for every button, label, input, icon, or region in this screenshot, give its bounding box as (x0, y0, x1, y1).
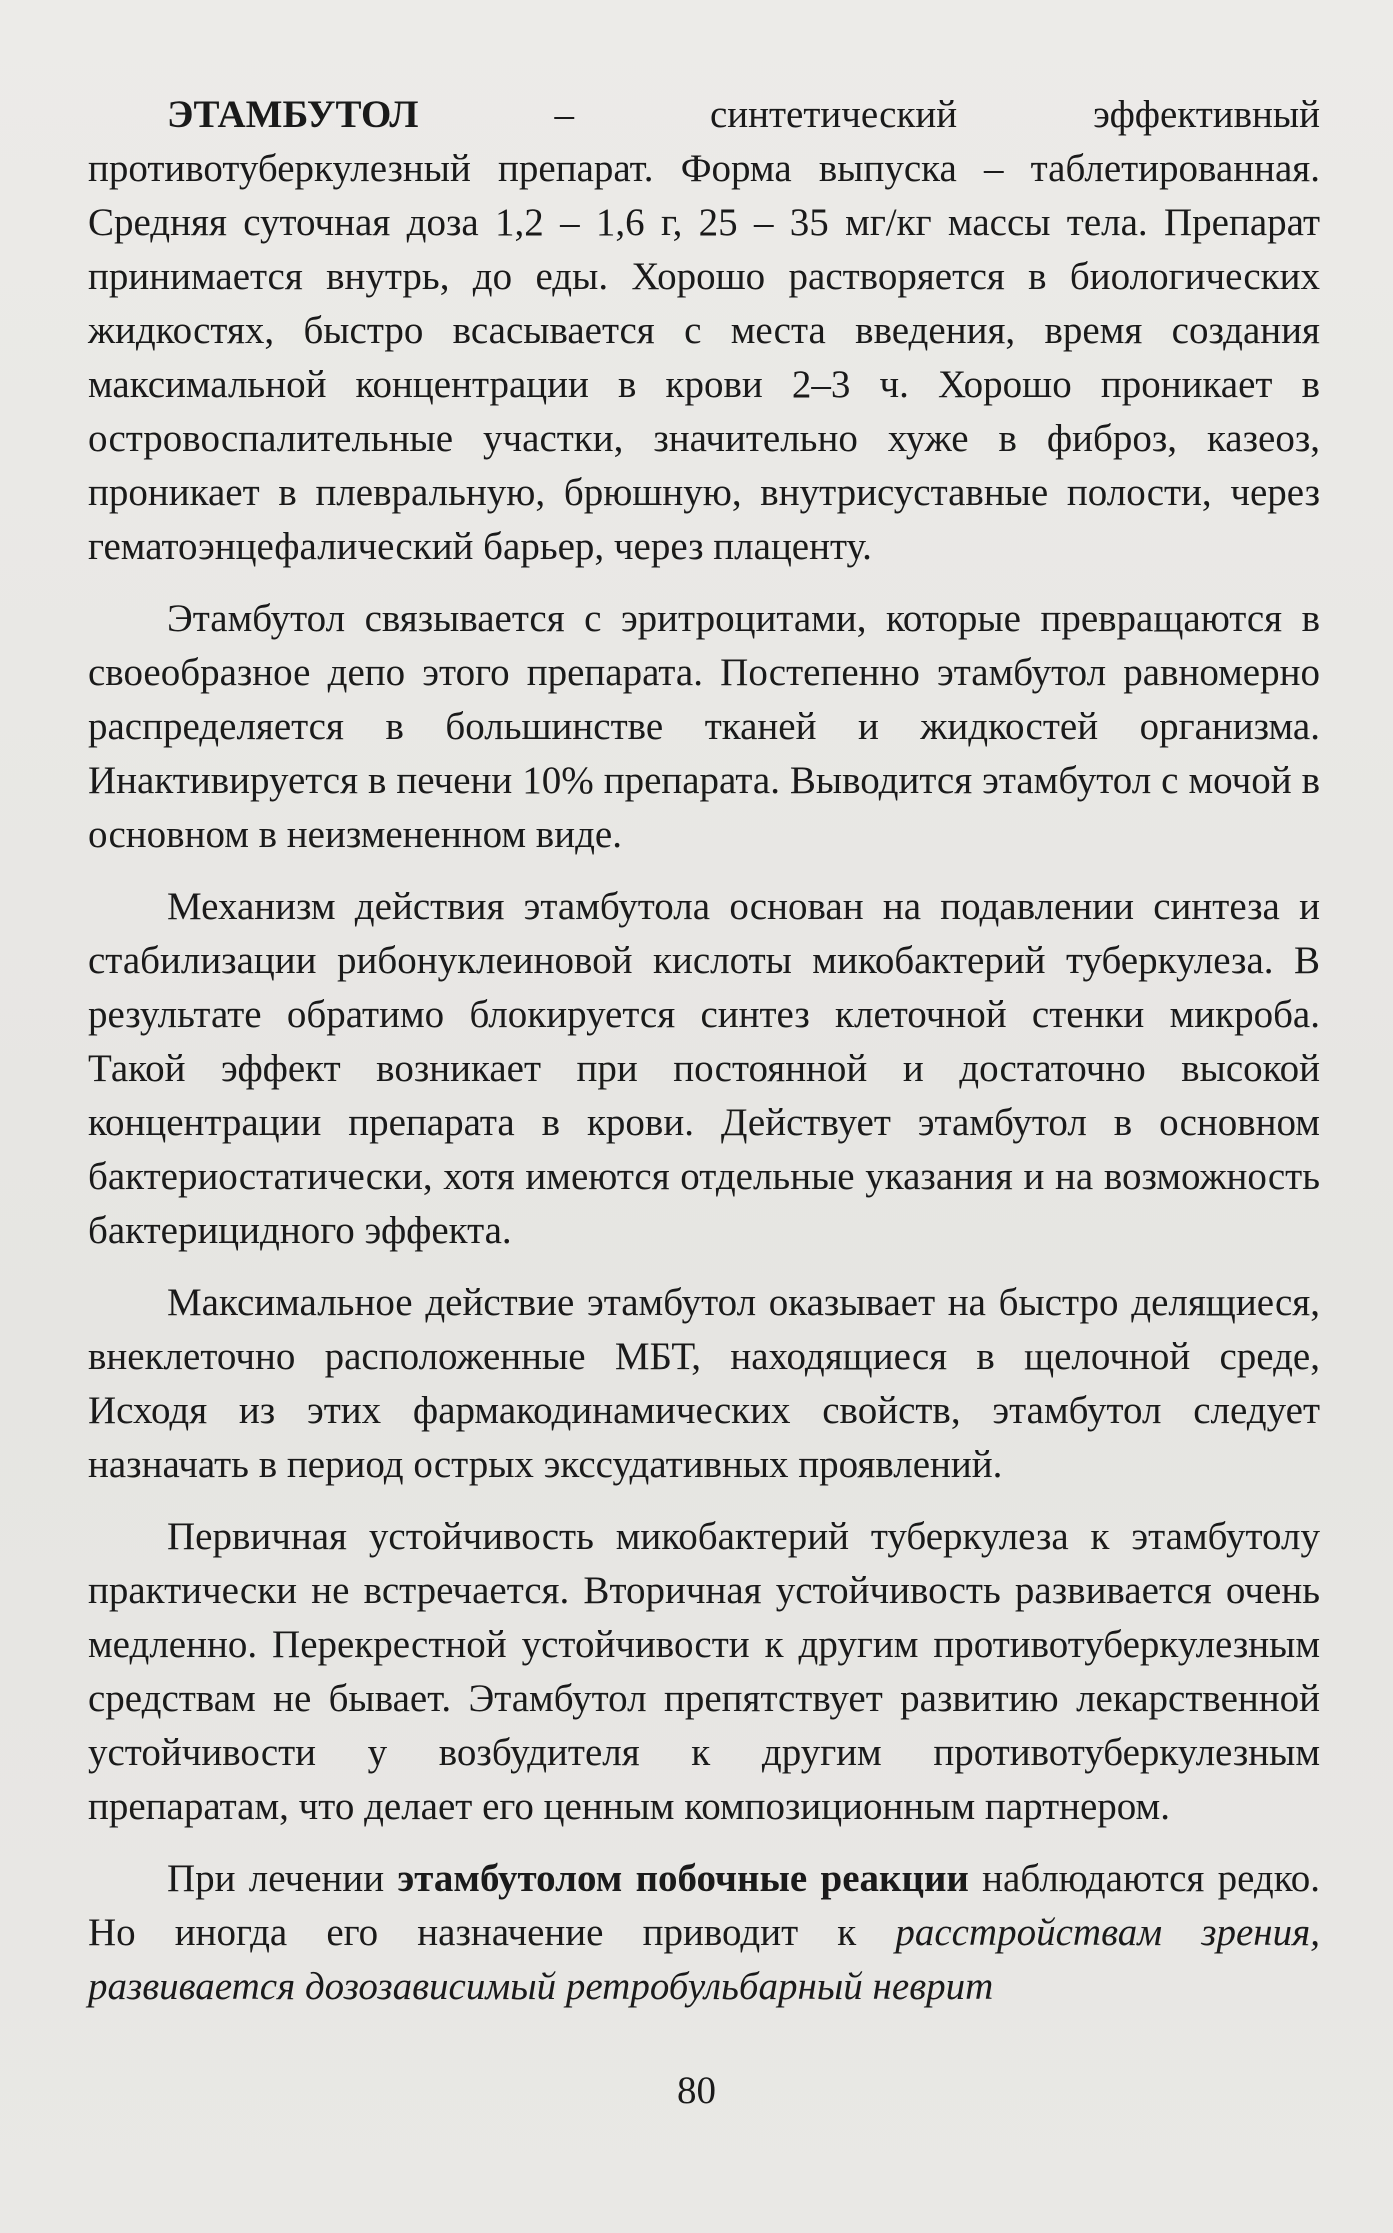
paragraph-max-action: Максимальное действие этамбутол оказывает на быстро делящиеся, внеклеточно расположенные МБТ, находящиеся в щелочной среде, Исходя из этих фармакодинамических свойств, этамбутол следует назначать в период острых экссудативных проявлений. (88, 1281, 1320, 1486)
paragraph-resistance: Первичная устойчивость микобактерий туберкулеза к этамбутолу практически не встречается. Вторичная устойчивость развивается очень медленно. Перекрестной устойчивости к другим противотуберкулезным средствам не бывает. Этамбутол препятствует развитию лекарственной устойчивости у возбудителя к другим противотуберкулезным препаратам, что делает его ценным композиционным партнером. (88, 1515, 1320, 1828)
document-body (88, 88, 1320, 2014)
side-effects-bold: этамбутолом побочные реакции (397, 1857, 969, 1900)
paragraph-mechanism: Механизм действия этамбутола основан на подавлении синтеза и стабилизации рибонуклеиновой кислоты микобактерий туберкулеза. В результате обратимо блокируется синтез клеточной стенки микроба. Такой эффект возникает при постоянной и достаточно высокой концентрации препарата в крови. Действует этамбутол в основном бактериостатически, хотя имеются отдельные указания и на возможность бактерицидного эффекта. (88, 885, 1320, 1252)
term-title: ЭТАМБУТОЛ (167, 93, 419, 136)
page-number: 80 (677, 2069, 716, 2112)
side-effects-italic: расстройствам зрения, развивается дозозависимый ретробульбарный неврит (88, 1911, 1320, 2008)
paragraph-erythrocytes: Этамбутол связывается с эритроцитами, которые превращаются в своеобразное депо этого препарата. Постепенно этамбутол равномерно распределяется в большинстве тканей и жидкостей организма. Инактивируется в печени 10% препарата. Выводится этамбутол с мочой в основном в неизмененном виде. (88, 597, 1320, 856)
paragraph-text: – синтетический эффективный противотуберкулезный препарат. Форма выпуска – таблетированная. Средняя суточная доза 1,2 – 1,6 г, 25 – 35 мг/кг массы тела. Препарат принимается внутрь, до еды. Хорошо растворяется в биологических жидкостях, быстро всасывается с места введения, время создания максимальной концентрации в крови 2–3 ч. Хорошо проникает в островоспалительные участки, значительно хуже в фиброз, казеоз, проникает в плевральную, брюшную, внутрисуставные полости, через гематоэнцефалический барьер, через плаценту. (88, 93, 1320, 568)
side-effects-mid: наблюдаются редко. Но иногда его назначение приводит к (88, 1857, 1320, 1954)
side-effects-intro: При лечении (167, 1857, 398, 1900)
paragraph-side-effects (88, 1852, 1320, 2014)
paragraph-ethambutol-intro (88, 88, 1320, 574)
